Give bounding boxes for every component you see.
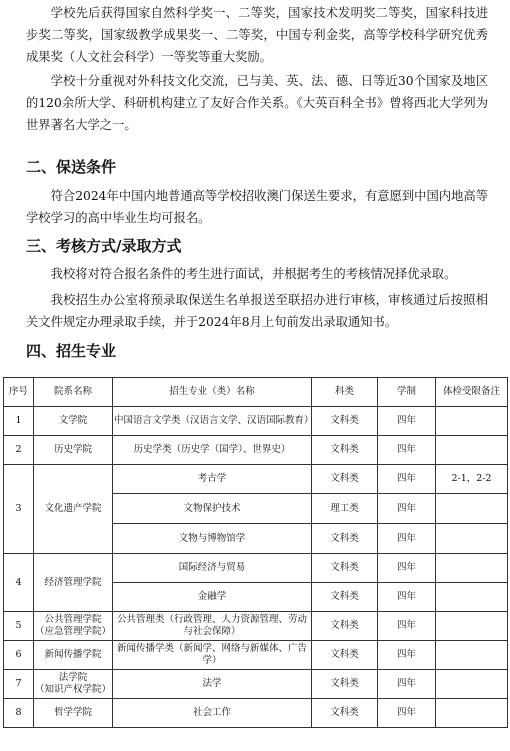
row-note <box>436 494 508 524</box>
row-note: 2-1，2-2 <box>436 465 508 494</box>
row-category: 文科类 <box>312 612 378 641</box>
header-college: 院系名称 <box>34 378 113 407</box>
exchange-paragraph: 学校十分重视对外科技文化交流，已与美、英、法、德、日等近30个国家及地区的120余所大学、科研机构建立了友好合作关系。《大英百科全书》曾将西北大学列为世界著名大学之一。 <box>26 74 488 132</box>
table-row <box>4 436 508 465</box>
row-years: 四年 <box>378 465 436 494</box>
row-category: 文科类 <box>312 699 378 728</box>
row-note <box>436 641 508 670</box>
row-major: 国际经济与贸易 <box>113 554 312 583</box>
row-category: 文科类 <box>312 583 378 612</box>
row-college <box>34 612 113 641</box>
section-3-text-1: 我校将对符合报名条件的考生进行面试，并根据考生的考核情况择优录取。 <box>50 267 457 281</box>
row-category: 文科类 <box>312 554 378 583</box>
row-years: 四年 <box>378 583 436 612</box>
row-no: 5 <box>4 612 34 641</box>
header-category: 科类 <box>312 378 378 407</box>
college-alias-line: （应急管理学院） <box>35 626 112 637</box>
header-note: 体检受限备注 <box>436 378 508 407</box>
row-major: 新闻传播学类（新闻学、网络与新媒体、广告学） <box>113 641 312 670</box>
row-years: 四年 <box>378 436 436 465</box>
row-note <box>436 583 508 612</box>
table-row <box>4 407 508 436</box>
table-row <box>4 641 508 670</box>
section-2-heading: 二、保送条件 <box>26 158 117 176</box>
majors-table <box>3 377 508 728</box>
row-major: 考古学 <box>113 465 312 494</box>
header-major: 招生专业（类）名称 <box>113 378 312 407</box>
row-no: 6 <box>4 641 34 670</box>
row-category: 文科类 <box>312 465 378 494</box>
row-major: 文物与博物馆学 <box>113 524 312 554</box>
section-3-heading: 三、考核方式/录取方式 <box>26 237 182 255</box>
row-years: 四年 <box>378 554 436 583</box>
row-college: 文学院 <box>34 407 113 436</box>
row-note <box>436 407 508 436</box>
row-college: 新闻传播学院 <box>34 641 113 670</box>
row-years: 四年 <box>378 407 436 436</box>
row-major: 法学 <box>113 670 312 699</box>
row-category: 理工类 <box>312 494 378 524</box>
row-no: 7 <box>4 670 34 699</box>
college-name-line: 法学院 <box>58 672 88 683</box>
section-3-text-2: 我校招生办公室将预录取保送生名单报送至联招办进行审核，审核通过后按照相关文件规定办理录取手续，并于2024年8月上旬前发出录取通知书。 <box>26 293 488 329</box>
header-no: 序号 <box>4 378 34 407</box>
row-note <box>436 670 508 699</box>
row-college: 文化遗产学院 <box>34 465 113 554</box>
row-no: 4 <box>4 554 34 612</box>
row-no: 8 <box>4 699 34 728</box>
row-college: 经济管理学院 <box>34 554 113 612</box>
header-years: 学制 <box>378 378 436 407</box>
row-note <box>436 436 508 465</box>
row-note <box>436 699 508 728</box>
row-note <box>436 612 508 641</box>
row-major: 社会工作 <box>113 699 312 728</box>
row-years: 四年 <box>378 670 436 699</box>
row-years: 四年 <box>378 524 436 554</box>
college-alias-line: （知识产权学院） <box>35 684 112 695</box>
row-major: 公共管理类（行政管理、人力资源管理、劳动与社会保障） <box>113 612 312 641</box>
row-category: 文科类 <box>312 641 378 670</box>
row-category: 文科类 <box>312 524 378 554</box>
awards-paragraph: 学校先后获得国家自然科学奖一、二等奖，国家技术发明奖二等奖，国家科技进步奖二等奖，国家级教学成果奖一、二等奖，中国专利金奖，高等学校科学研究优秀成果奖（人文社会科学）一等奖等重大奖励。 <box>26 6 488 64</box>
table-row <box>4 612 508 641</box>
row-years: 四年 <box>378 699 436 728</box>
row-years: 四年 <box>378 641 436 670</box>
row-college: 历史学院 <box>34 436 113 465</box>
row-category: 文科类 <box>312 670 378 699</box>
table-row <box>4 670 508 699</box>
college-name-line: 公共管理学院 <box>44 614 102 625</box>
row-note <box>436 554 508 583</box>
row-major: 历史学类（历史学（国学）、世界史） <box>113 436 312 465</box>
row-major: 文物保护技术 <box>113 494 312 524</box>
row-no: 3 <box>4 465 34 554</box>
row-no: 2 <box>4 436 34 465</box>
row-no: 1 <box>4 407 34 436</box>
section-4-heading: 四、招生专业 <box>26 342 117 360</box>
table-row <box>4 699 508 728</box>
row-years: 四年 <box>378 612 436 641</box>
section-2-text: 符合2024年中国内地普通高等学校招收澳门保送生要求，有意愿到中国内地高等学校学习的高中毕业生均可报名。 <box>26 189 488 225</box>
row-major: 金融学 <box>113 583 312 612</box>
table-row <box>4 554 508 583</box>
row-note <box>436 524 508 554</box>
table-row <box>4 465 508 494</box>
row-category: 文科类 <box>312 436 378 465</box>
table-header-row <box>4 378 508 407</box>
row-years: 四年 <box>378 494 436 524</box>
row-college: 哲学学院 <box>34 699 113 728</box>
row-major: 中国语言文学类（汉语言文学、汉语国际教育） <box>113 407 312 436</box>
row-category: 文科类 <box>312 407 378 436</box>
row-college <box>34 670 113 699</box>
